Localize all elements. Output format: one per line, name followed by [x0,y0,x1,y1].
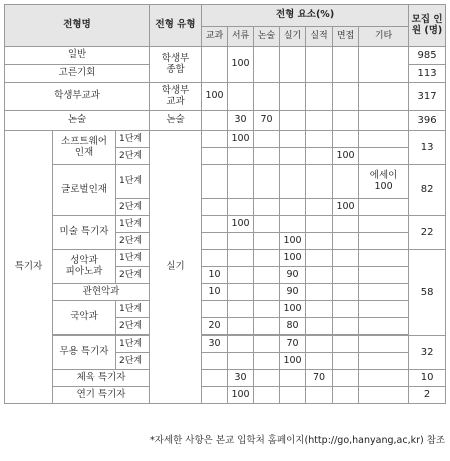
music-total: 58 [409,250,446,336]
orchestra-name: 관현악과 [53,284,150,301]
header-name: 전형명 [5,5,150,47]
dance-s1-practical: 70 [280,336,306,353]
vocal-s2-practical: 90 [280,267,306,284]
korean-stage-1: 1단계 [116,301,150,318]
essay-essay-value: 70 [254,111,280,131]
col-other: 기타 [359,27,409,47]
acting-name: 연기 특기자 [53,387,150,404]
general-doc-value: 100 [228,47,254,83]
dance-s1-subject: 30 [202,336,228,353]
header-elements: 전형 요소(%) [202,5,409,27]
dance-s2-practical: 100 [280,353,306,370]
type-student-subject: 학생부 교과 [150,83,202,111]
subject-total: 317 [409,83,446,111]
dance-total: 32 [409,336,446,370]
acting-total: 2 [409,387,446,404]
art-name: 미술 특기자 [53,216,116,250]
korean-s1-practical: 100 [280,301,306,318]
sw-stage-1: 1단계 [116,131,150,148]
type-student-comprehensive: 학생부 종합 [150,47,202,83]
sw-name: 소프트웨어 인재 [53,131,116,165]
sport-total: 10 [409,370,446,387]
art-s1-doc: 100 [228,216,254,233]
korean-stage-2: 2단계 [116,318,150,335]
sport-record: 70 [306,370,333,387]
orchestra-practical: 90 [280,284,306,301]
global-stage-1: 1단계 [116,165,150,199]
art-stage-2: 2단계 [116,233,150,250]
header-quota: 모집 인원 (명) [409,5,446,47]
essay-doc-value: 30 [228,111,254,131]
row-balance-name: 고른기회 [5,65,150,83]
vocal-stage-1: 1단계 [116,250,150,267]
sw-s1-doc: 100 [228,131,254,148]
global-stage-2: 2단계 [116,199,150,216]
vocal-stage-2: 2단계 [116,267,150,284]
col-subject: 교과 [202,27,228,47]
balance-total: 113 [409,65,446,83]
col-interview: 면접 [333,27,359,47]
acting-doc: 100 [228,387,254,404]
vocal-s2-subject: 10 [202,267,228,284]
essay-total: 396 [409,111,446,131]
global-name: 글로벌인재 [53,165,116,216]
vocal-s1-practical: 100 [280,250,306,267]
row-general-name: 일반 [5,47,150,65]
row-essay-name: 논술 [5,111,150,131]
type-practical: 실기 [150,131,202,404]
col-record: 실적 [306,27,333,47]
admission-table [4,4,446,404]
korean-s2-subject: 20 [202,318,228,335]
global-total: 82 [409,165,446,216]
subject-subject-value: 100 [202,83,228,111]
orchestra-subject: 10 [202,284,228,301]
sw-stage-2: 2단계 [116,148,150,165]
sport-name: 체육 특기자 [53,370,150,387]
col-essay: 논술 [254,27,280,47]
col-practical: 실기 [280,27,306,47]
general-total: 985 [409,47,446,65]
dance-stage-2: 2단계 [116,353,150,370]
art-s2-practical: 100 [280,233,306,250]
row-subject-name: 학생부교과 [5,83,150,111]
col-document: 서류 [228,27,254,47]
type-essay: 논술 [150,111,202,131]
row-special-name: 특기자 [5,131,53,404]
header-type: 전형 유형 [150,5,202,47]
sw-s2-interview: 100 [333,148,359,165]
art-total: 22 [409,216,446,250]
sw-total: 13 [409,131,446,165]
korean-s2-practical: 80 [280,318,306,335]
sport-doc: 30 [228,370,254,387]
dance-name: 무용 특기자 [53,336,116,370]
korean-name: 국악과 [53,301,116,335]
global-s1-essay-other: 에세이 100 [359,165,409,199]
art-stage-1: 1단계 [116,216,150,233]
vocal-name: 성악과 피아노과 [53,250,116,284]
footnote: *자세한 사항은 본교 입학처 홈페이지(http://go,hanyang,ac,kr) 참조 [150,435,446,446]
dance-stage-1: 1단계 [116,336,150,353]
global-s2-interview: 100 [333,199,359,216]
